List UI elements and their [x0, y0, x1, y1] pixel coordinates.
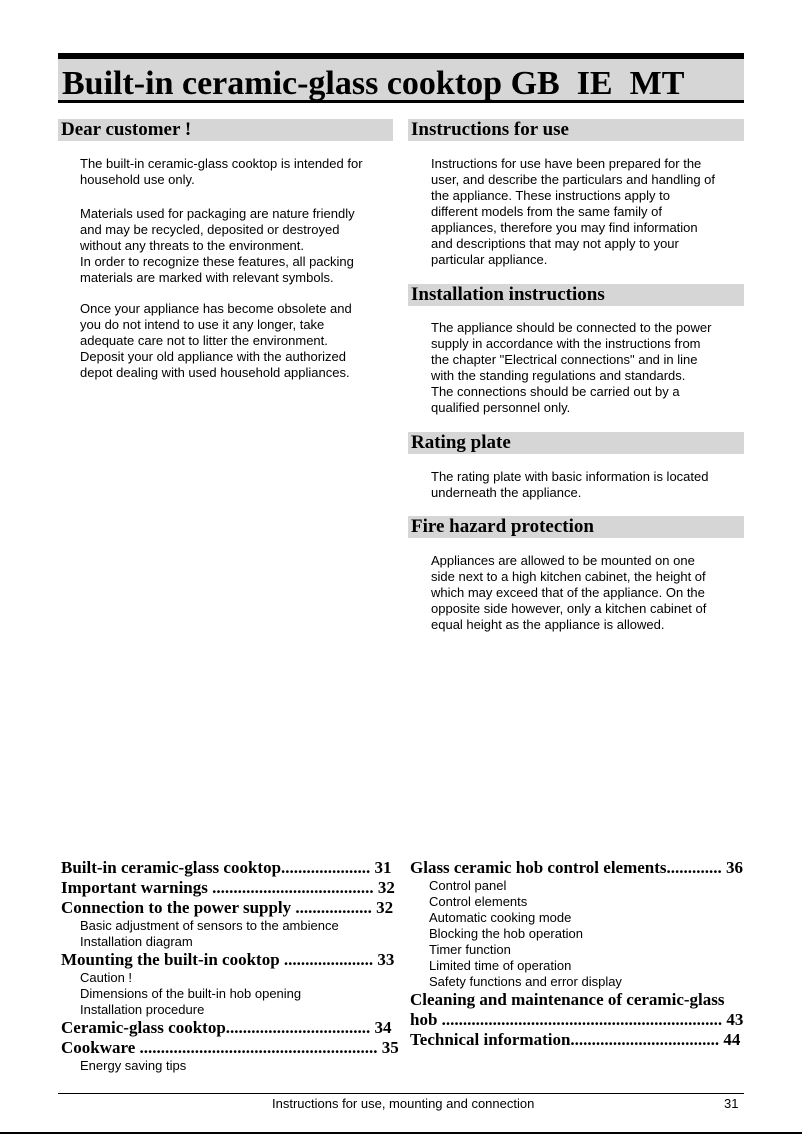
footer-caption: Instructions for use, mounting and connection	[272, 1096, 535, 1111]
toc-subentry: Control panel	[429, 878, 507, 893]
title-bar	[58, 53, 744, 103]
toc-entry[interactable]: Technical information................................... 44	[410, 1030, 741, 1049]
toc-entry[interactable]: Important warnings ...................................... 32	[61, 878, 395, 897]
toc-subentry: Installation diagram	[80, 934, 193, 949]
toc-subentry: Blocking the hob operation	[429, 926, 583, 941]
toc-subentry: Dimensions of the built-in hob opening	[80, 986, 302, 1001]
footer-divider	[58, 1093, 744, 1094]
rating-plate-heading: Rating plate	[408, 432, 744, 454]
toc-subentry: Timer function	[429, 942, 511, 957]
dear-customer-heading: Dear customer !	[58, 119, 393, 141]
toc-entry[interactable]: Built-in ceramic-glass cooktop..................... 31	[61, 858, 392, 877]
page-title: Built-in ceramic-glass cooktop GB IE MT	[62, 65, 685, 102]
intro-paragraph: The built-in ceramic-glass cooktop is intended for household use only.	[80, 156, 363, 187]
toc-subentry: Control elements	[429, 894, 528, 909]
toc-subentry: Installation procedure	[80, 1002, 205, 1017]
page-bottom-edge	[0, 1132, 802, 1134]
fire-hazard-text: Appliances are allowed to be mounted on one side next to a high kitchen cabinet, the height of which may exceed that of the appliance. On the opposite side however, only a kitchen cabinet of equal height as the appliance is allowed.	[431, 553, 707, 632]
toc-right	[410, 858, 744, 1050]
toc-entry[interactable]: Connection to the power supply .................. 32	[61, 898, 394, 917]
toc-entry[interactable]: Cleaning and maintenance of ceramic-glass hob .................................................................. 43	[410, 990, 744, 1029]
page-number: 31	[724, 1096, 739, 1111]
toc-left	[61, 858, 399, 1074]
toc-subentry: Energy saving tips	[80, 1058, 187, 1073]
toc-subentry: Caution !	[80, 970, 133, 985]
fire-hazard-heading: Fire hazard protection	[408, 516, 744, 538]
rating-plate-text: The rating plate with basic information is located underneath the appliance.	[431, 469, 709, 500]
toc-subentry: Basic adjustment of sensors to the ambience	[80, 918, 339, 933]
toc-subentry: Limited time of operation	[429, 958, 572, 973]
disposal-paragraph: Once your appliance has become obsolete and you do not intend to use it any longer, take adequate care not to litter the environment. Deposit your old appliance with the authorized depot dealing with used household appliances.	[80, 301, 352, 380]
toc-entry[interactable]: Ceramic-glass cooktop.................................. 34	[61, 1018, 392, 1037]
instructions-for-use-text: Instructions for use have been prepared for the user, and describe the particulars and handling of the appliance. These instructions apply to different models from the same family of appliances, therefore you may find information and descriptions that may not apply to your particular appliance.	[431, 156, 716, 267]
toc-entry[interactable]: Cookware ........................................................ 35	[61, 1038, 399, 1057]
toc-entry[interactable]: Glass ceramic hob control elements............. 36	[410, 858, 744, 877]
installation-instructions-heading: Installation instructions	[408, 284, 744, 306]
toc-subentry: Automatic cooking mode	[429, 910, 572, 925]
toc-entry[interactable]: Mounting the built-in cooktop ..................... 33	[61, 950, 395, 969]
packaging-paragraph: Materials used for packaging are nature friendly and may be recycled, deposited or destroyed without any threats to the environment. In order to recognize these features, all packing materials are marked with relevant symbols.	[80, 206, 355, 285]
toc-subentry: Safety functions and error display	[429, 974, 622, 989]
instructions-for-use-heading: Instructions for use	[408, 119, 744, 141]
installation-instructions-text: The appliance should be connected to the power supply in accordance with the instructions from the chapter "Electrical connections" and in line with the standing regulations and standards. The connections should be carried out by a qualified personnel only.	[431, 320, 712, 415]
